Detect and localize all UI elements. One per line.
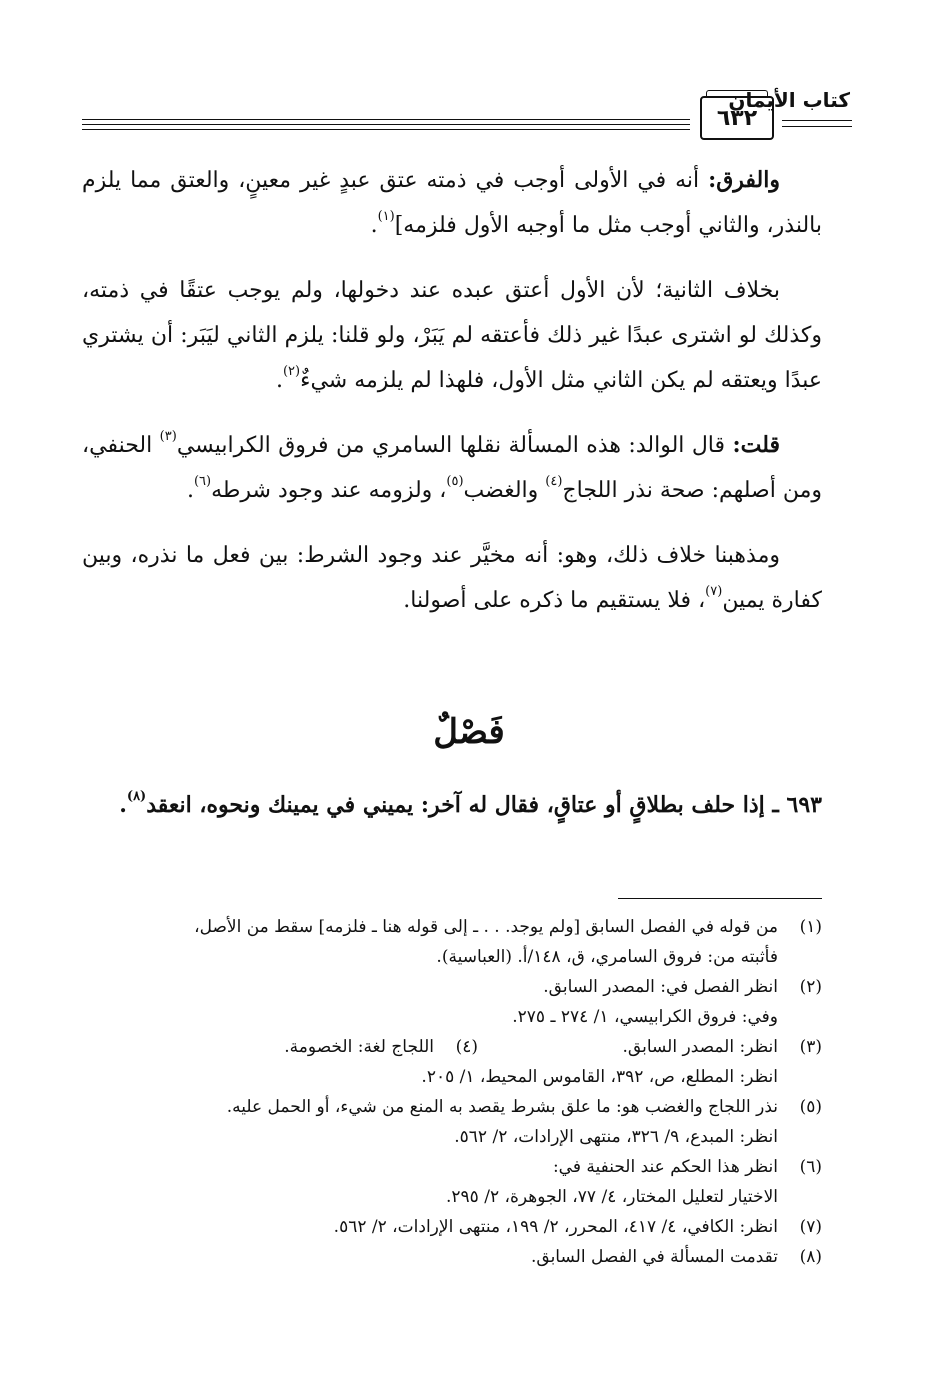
footnote-line: انظر: المبدع، ٩/ ٣٢٦، منتهى الإرادات، ٢/ ٥٦٢. [454, 1127, 778, 1147]
footnotes [82, 912, 822, 1272]
paragraph-text: أنه في الأولى أوجب في ذمته عتق عبدٍ غير معينٍ، والعتق مما يلزم بالنذر، والثاني أوجب مثل ما أوجبه الأول فلزمه] [82, 168, 822, 238]
footnote-number: (١) [799, 917, 822, 937]
footnote-line: انظر: الكافي، ٤/ ٤١٧، المحرر، ٢/ ١٩٩، منتهى الإرادات، ٢/ ٥٦٢. [333, 1217, 778, 1237]
footnote-ref: (٨) [126, 789, 147, 804]
footnote-line: انظر الفصل في: المصدر السابق. [543, 977, 778, 997]
paragraph [82, 158, 822, 248]
paragraph [82, 423, 822, 513]
paragraph-tail: . [275, 368, 283, 393]
page-header [82, 76, 850, 146]
header-rule [82, 129, 690, 130]
issue-tail: . [119, 792, 127, 818]
footnote-line: انظر: المصدر السابق. [622, 1037, 778, 1057]
header-rule [782, 120, 852, 121]
footnote-line: الاختيار لتعليل المختار، ٤/ ٧٧، الجوهرة، ٢/ ٢٩٥. [446, 1187, 778, 1207]
footnote [82, 1032, 822, 1092]
footnote-number: (٣) [799, 1037, 822, 1057]
issue-statement [82, 783, 822, 827]
footnote [82, 912, 822, 972]
paragraph-lead: قلت: [732, 432, 781, 458]
paragraph-text: ، فلا يستقيم ما ذكره على أصولنا. [403, 588, 706, 613]
footnote-line: انظر: المطلع، ص، ٣٩٢، القاموس المحيط، ١/ ٢٠٥. [421, 1067, 778, 1087]
footnote-ref: (٦) [193, 474, 212, 489]
footnote [82, 1242, 822, 1272]
paragraph-text: ومذهبنا خلاف ذلك، وهو: أنه مخيَّر عند وجود الشرط: بين فعل ما نذره، وبين كفارة يمين [82, 543, 822, 613]
paragraph [82, 533, 822, 623]
paragraph-tail: . [370, 213, 378, 238]
issue-text: ٦٩٣ ـ إذا حلف بطلاقٍ أو عتاقٍ، فقال له آخر: يميني في يمينك ونحوه، انعقد [146, 792, 822, 818]
paragraph-text: الحنفي، ومن أصلهم: صحة نذر اللجاج [82, 433, 822, 503]
footnote-number: (٨) [799, 1247, 822, 1267]
footnote [82, 1152, 822, 1212]
footnote-ref: (١) [377, 209, 395, 224]
footnote-ref: (٥) [446, 474, 464, 489]
footnote-number: (٤) [455, 1037, 478, 1057]
footnote-number: (٥) [799, 1097, 822, 1117]
footnote-line: فأثبته من: فروق السامري، ق، ١٤٨/أ. (العباسية). [436, 947, 778, 967]
footnote-number: (٢) [799, 977, 822, 997]
paragraph-text: ، ولزومه عند وجود شرطه [211, 478, 447, 503]
header-rule [782, 126, 852, 127]
footnote-number: (٧) [799, 1217, 822, 1237]
footnote-ref: (٧) [705, 584, 723, 599]
header-rule [82, 119, 690, 120]
footnote-line: انظر هذا الحكم عند الحنفية في: [552, 1157, 778, 1177]
paragraph-text: بخلاف الثانية؛ لأن الأول أعتق عبده عند دخولها، ولم يوجب عتقًا في ذمته، وكذلك لو اشترى عبدًا غير ذلك فأعتقه لم يَبَرْ، ولو قلنا: يلزم الثاني ليَبَر: أن يشتري عبدًا ويعتقه لم يكن الثاني مثل الأول، فلهذا لم يلزمه شيءٌ [82, 278, 822, 393]
footnote-line: من قوله في الفصل السابق [ولم يوجد. . . ـ إلى قوله هنا ـ فلزمه] سقط من الأصل، [194, 917, 778, 937]
paragraph-lead: والفرق: [708, 167, 780, 193]
footnote-line: وفي: فروق الكرابيسي، ١/ ٢٧٤ ـ ٢٧٥. [512, 1007, 778, 1027]
footnote-line: نذر اللجاج والغضب هو: ما علق بشرط يقصد به المنع من شيء، أو الحمل عليه. [226, 1097, 778, 1117]
paragraph [82, 268, 822, 403]
footnote-number: (٦) [799, 1157, 822, 1177]
running-title: كتاب الأيمان [728, 88, 850, 112]
paragraph-tail: . [186, 478, 194, 503]
footnote [82, 1212, 822, 1242]
footnote-line: تقدمت المسألة في الفصل السابق. [530, 1247, 778, 1267]
footnote [82, 1092, 822, 1152]
footnote-ref: (٢) [282, 364, 301, 379]
section-heading: فَصْلٌ [433, 712, 505, 752]
header-rule [82, 124, 690, 125]
footnote [82, 972, 822, 1032]
footnote-line: اللجاج لغة: الخصومة. [284, 1037, 434, 1057]
footnote-ref: (٤) [545, 474, 563, 489]
main-text [82, 158, 822, 643]
paragraph-text: والغضب [463, 478, 546, 503]
footnote-separator [618, 898, 822, 899]
page-number: ٦٣٢ [700, 96, 774, 140]
paragraph-text: قال الوالد: هذه المسألة نقلها السامري من فروق الكرابيسي [176, 433, 733, 458]
footnote-ref: (٣) [159, 429, 177, 444]
